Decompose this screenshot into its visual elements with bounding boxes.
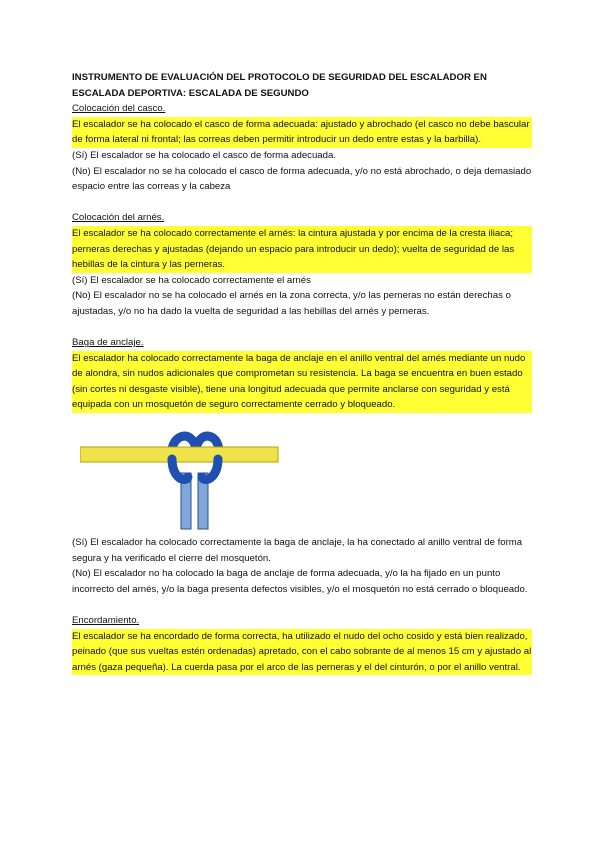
anchor-bar (80, 447, 278, 462)
section-criterion-casco: El escalador se ha colocado el casco de forma adecuada: ajustado y abrochado (el casco no debe bascular de forma lateral ni frontal; las correas deben permitir introducir un dedo entre estas y la barbilla). (72, 117, 532, 148)
document-title: INSTRUMENTO DE EVALUACIÓN DEL PROTOCOLO DE SEGURIDAD DEL ESCALADOR EN ESCALADA DEPORTIVA: ESCALADA DE SEGUNDO (72, 72, 487, 99)
section-no-baga: (No) El escalador no ha colocado la baga de anclaje de forma adecuada, y/o la ha fijado en un punto incorrecto del arnés, y/o la baga presenta defectos visibles, y/o el mosquetón no está cerrado o bloqueado. (72, 568, 528, 595)
section-criterion-baga: El escalador ha colocado correctamente la baga de anclaje en el anillo ventral del arnés mediante un nudo de alondra, sin nudos adicionales que comprometan su resistencia. La baga se encuentra en buen estado (sin cortes ni desgaste visible), tiene una longitud adecuada que permite anclarse con seguridad y está equipada con un mosquetón de seguro correctamente cerrado y bloqueado. (72, 351, 532, 413)
section-criterion-encordamiento: El escalador se ha encordado de forma correcta, ha utilizado el nudo del ocho cosido y está bien realizado, peinado (que sus vueltas estén ordenadas) apretado, con el cabo sobrante de al menos 15 cm y ajustado al arnés (gaza pequeña). La cuerda pasa por el arco de las perneras y el del cinturón, o por el anillo ventral. (72, 629, 532, 676)
section-heading-arnes: Colocación del arnés. (72, 212, 165, 224)
section-criterion-arnes: El escalador se ha colocado correctamente el arnés: la cintura ajustada y por encima de la cresta iliaca; perneras derechas y ajustadas (dejando un espacio para introducir un dedo); vuelta de seguridad de las hebillas de la cintura y las perneras. (72, 226, 532, 273)
spacer (72, 195, 532, 211)
section-yes-arnes: (Sí) El escalador se ha colocado correctamente el arnés (72, 274, 311, 286)
section-yes-baga: (Sí) El escalador ha colocado correctamente la baga de anclaje, la ha conectado al anillo ventral de forma segura y ha verificado el cierre del mosquetón. (72, 537, 523, 564)
spacer (72, 320, 532, 336)
section-no-arnes: (No) El escalador no se ha colocado el arnés en la zona correcta, y/o las perneras no están derechas o ajustadas, y/o no ha dado la vuelta de seguridad a las hebillas del arnés y perneras. (72, 290, 511, 317)
section-no-casco: (No) El escalador no se ha colocado el casco de forma adecuada, y/o no está abrochado, o deja demasiado espacio entre las correas y la cabeza (72, 165, 532, 193)
document-body (72, 70, 532, 675)
section-heading-casco: Colocación del casco. (72, 103, 166, 115)
girth-hitch-illustration (72, 417, 532, 535)
girth-hitch-icon (80, 421, 280, 533)
section-yes-casco: (Sí) El escalador se ha colocado el casco de forma adecuada. (72, 149, 336, 161)
section-heading-baga: Baga de anclaje. (72, 337, 144, 349)
spacer (72, 597, 532, 613)
section-heading-encordamiento: Encordamiento. (72, 615, 140, 627)
